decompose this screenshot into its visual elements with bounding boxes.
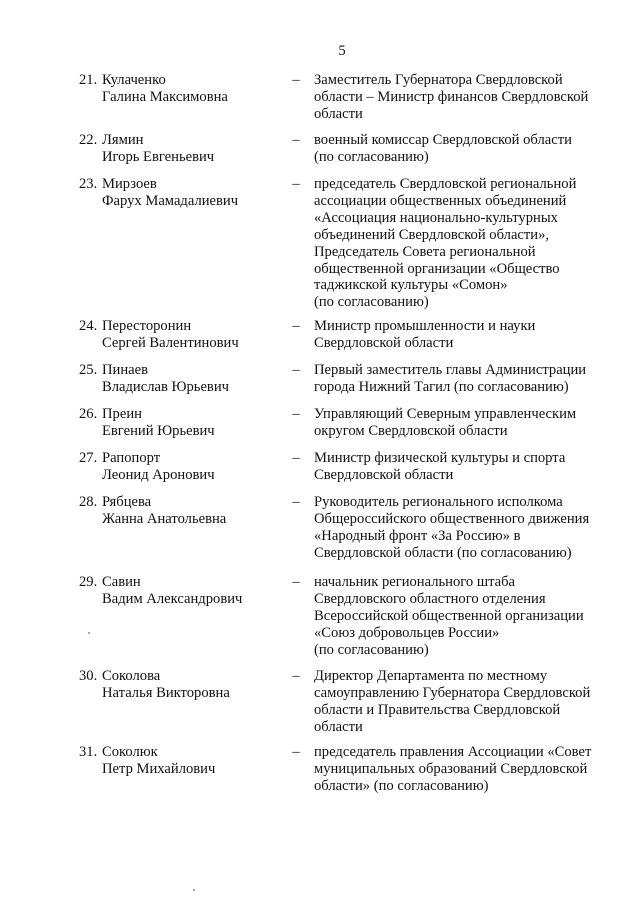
entry-number: 27. (79, 450, 98, 466)
member-position (314, 318, 614, 352)
position-line: «Союз добровольцев России» (314, 624, 500, 641)
member-surname: Соколова (102, 668, 161, 684)
member-given-names: Сергей Валентинович (102, 334, 239, 351)
member-name (102, 176, 282, 210)
position-line: округом Свердловской области (314, 422, 508, 439)
member-position (314, 132, 614, 166)
position-line: ассоциации общественных объединений (314, 192, 567, 209)
entry-dash: – (292, 362, 300, 378)
member-position (314, 176, 614, 311)
entry-dash: – (292, 450, 300, 466)
position-line: Министр промышленности и науки (314, 318, 536, 334)
position-line: Общероссийского общественного движения (314, 510, 590, 527)
member-name (102, 744, 282, 778)
position-line: Свердловской области (по согласованию) (314, 544, 572, 561)
entry-dash: – (292, 406, 300, 422)
position-line: Первый заместитель главы Администрации (314, 362, 587, 378)
member-position (314, 406, 614, 440)
position-line: области – Министр финансов Свердловской (314, 88, 589, 105)
member-position (314, 450, 614, 484)
position-line: Всероссийской общественной организации (314, 607, 584, 624)
member-surname: Пересторонин (102, 318, 192, 334)
member-surname: Соколюк (102, 744, 158, 760)
position-line: области и Правительства Свердловской (314, 701, 561, 718)
position-line: (по согласованию) (314, 641, 429, 658)
member-given-names: Фарух Мамадалиевич (102, 192, 239, 209)
member-surname: Мирзоев (102, 176, 157, 192)
member-given-names: Владислав Юрьевич (102, 378, 229, 395)
entry-dash: – (292, 72, 300, 88)
member-position (314, 72, 614, 123)
position-line: области» (по согласованию) (314, 777, 489, 794)
entry-number: 25. (79, 362, 98, 378)
member-given-names: Жанна Анатольевна (102, 510, 227, 527)
member-surname: Савин (102, 574, 141, 590)
position-line: «Ассоциация национально-культурных (314, 209, 558, 226)
member-name (102, 362, 282, 396)
position-line: Управляющий Северным управленческим (314, 406, 577, 422)
entry-number: 21. (79, 72, 98, 88)
position-line: (по согласованию) (314, 294, 429, 311)
entry-number: 30. (79, 668, 98, 684)
member-name (102, 406, 282, 440)
member-name (102, 668, 282, 702)
member-given-names: Евгений Юрьевич (102, 422, 215, 439)
member-given-names: Вадим Александрович (102, 590, 243, 607)
entry-dash: – (292, 132, 300, 148)
entry-number: 24. (79, 318, 98, 334)
entry-number: 22. (79, 132, 98, 148)
entry-number: 26. (79, 406, 98, 422)
position-line: Заместитель Губернатора Свердловской (314, 72, 563, 88)
position-line: Свердловской области (314, 466, 454, 483)
member-surname: Рябцева (102, 494, 152, 510)
member-given-names: Галина Максимовна (102, 88, 228, 105)
entry-dash: – (292, 574, 300, 590)
position-line: Руководитель регионального исполкома (314, 494, 563, 510)
position-line: объединений Свердловской области», (314, 226, 550, 243)
member-name (102, 574, 282, 608)
position-line: муниципальных образований Свердловской (314, 760, 588, 777)
position-line: Директор Департамента по местному (314, 668, 548, 684)
member-name (102, 72, 282, 106)
position-line: (по согласованию) (314, 148, 429, 165)
entry-number: 23. (79, 176, 98, 192)
member-position (314, 494, 614, 562)
member-given-names: Леонид Аронович (102, 466, 215, 483)
member-surname: Преин (102, 406, 142, 422)
member-given-names: Наталья Викторовна (102, 684, 230, 701)
member-name (102, 494, 282, 528)
member-position (314, 362, 614, 396)
member-position (314, 744, 614, 795)
entry-dash: – (292, 494, 300, 510)
position-line: Председатель Совета региональной (314, 243, 536, 260)
entry-dash: – (292, 744, 300, 760)
position-line: общественной организации «Общество (314, 260, 560, 277)
member-name (102, 132, 282, 166)
scan-speck (88, 632, 90, 634)
position-line: области (314, 105, 363, 122)
entry-dash: – (292, 318, 300, 334)
position-line: самоуправлению Губернатора Свердловской (314, 684, 591, 701)
entry-number: 31. (79, 744, 98, 760)
member-surname: Лямин (102, 132, 144, 148)
position-line: Свердловской области (314, 334, 454, 351)
member-name (102, 318, 282, 352)
member-surname: Пинаев (102, 362, 149, 378)
member-given-names: Петр Михайлович (102, 760, 216, 777)
entry-number: 28. (79, 494, 98, 510)
page-number: 5 (338, 43, 346, 59)
position-line: начальник регионального штаба (314, 574, 516, 590)
member-surname: Кулаченко (102, 72, 166, 88)
entry-dash: – (292, 176, 300, 192)
position-line: таджикской культуры «Сомон» (314, 277, 508, 294)
member-position (314, 574, 614, 659)
position-line: области (314, 718, 363, 735)
entry-number: 29. (79, 574, 98, 590)
member-surname: Рапопорт (102, 450, 161, 466)
position-line: председатель Свердловской региональной (314, 176, 577, 192)
position-line: Свердловского областного отделения (314, 590, 546, 607)
position-line: «Народный фронт «За Россию» в (314, 527, 521, 544)
member-name (102, 450, 282, 484)
member-position (314, 668, 614, 736)
scan-speck (193, 889, 195, 891)
position-line: военный комиссар Свердловской области (314, 132, 572, 148)
position-line: председатель правления Ассоциации «Совет (314, 744, 592, 760)
position-line: Министр физической культуры и спорта (314, 450, 566, 466)
position-line: города Нижний Тагил (по согласованию) (314, 378, 569, 395)
member-given-names: Игорь Евгеньевич (102, 148, 215, 165)
entry-dash: – (292, 668, 300, 684)
